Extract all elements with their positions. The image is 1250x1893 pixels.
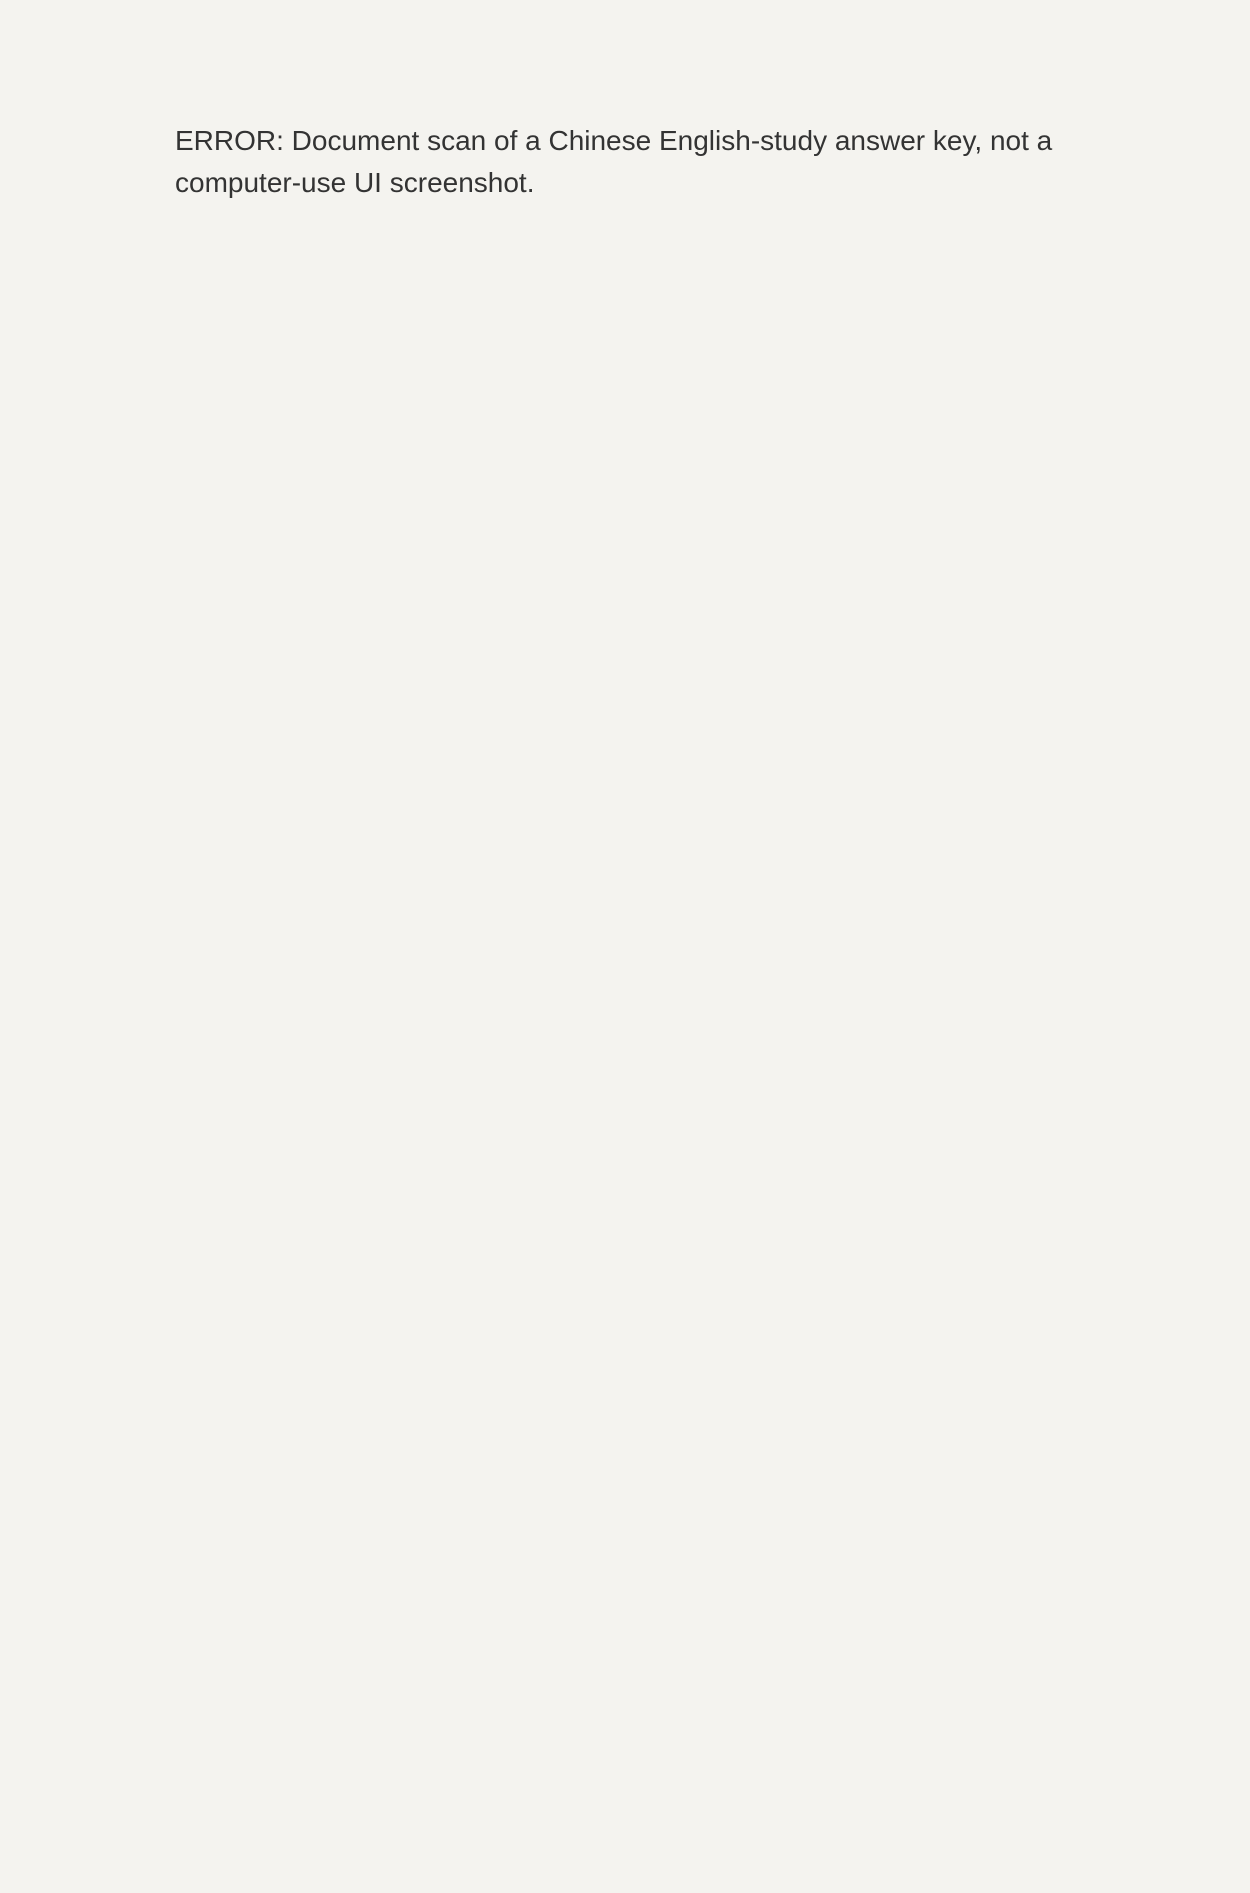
- error-message: ERROR: Document scan of a Chinese English-study answer key, not a computer-use UI screenshot.: [175, 125, 1053, 198]
